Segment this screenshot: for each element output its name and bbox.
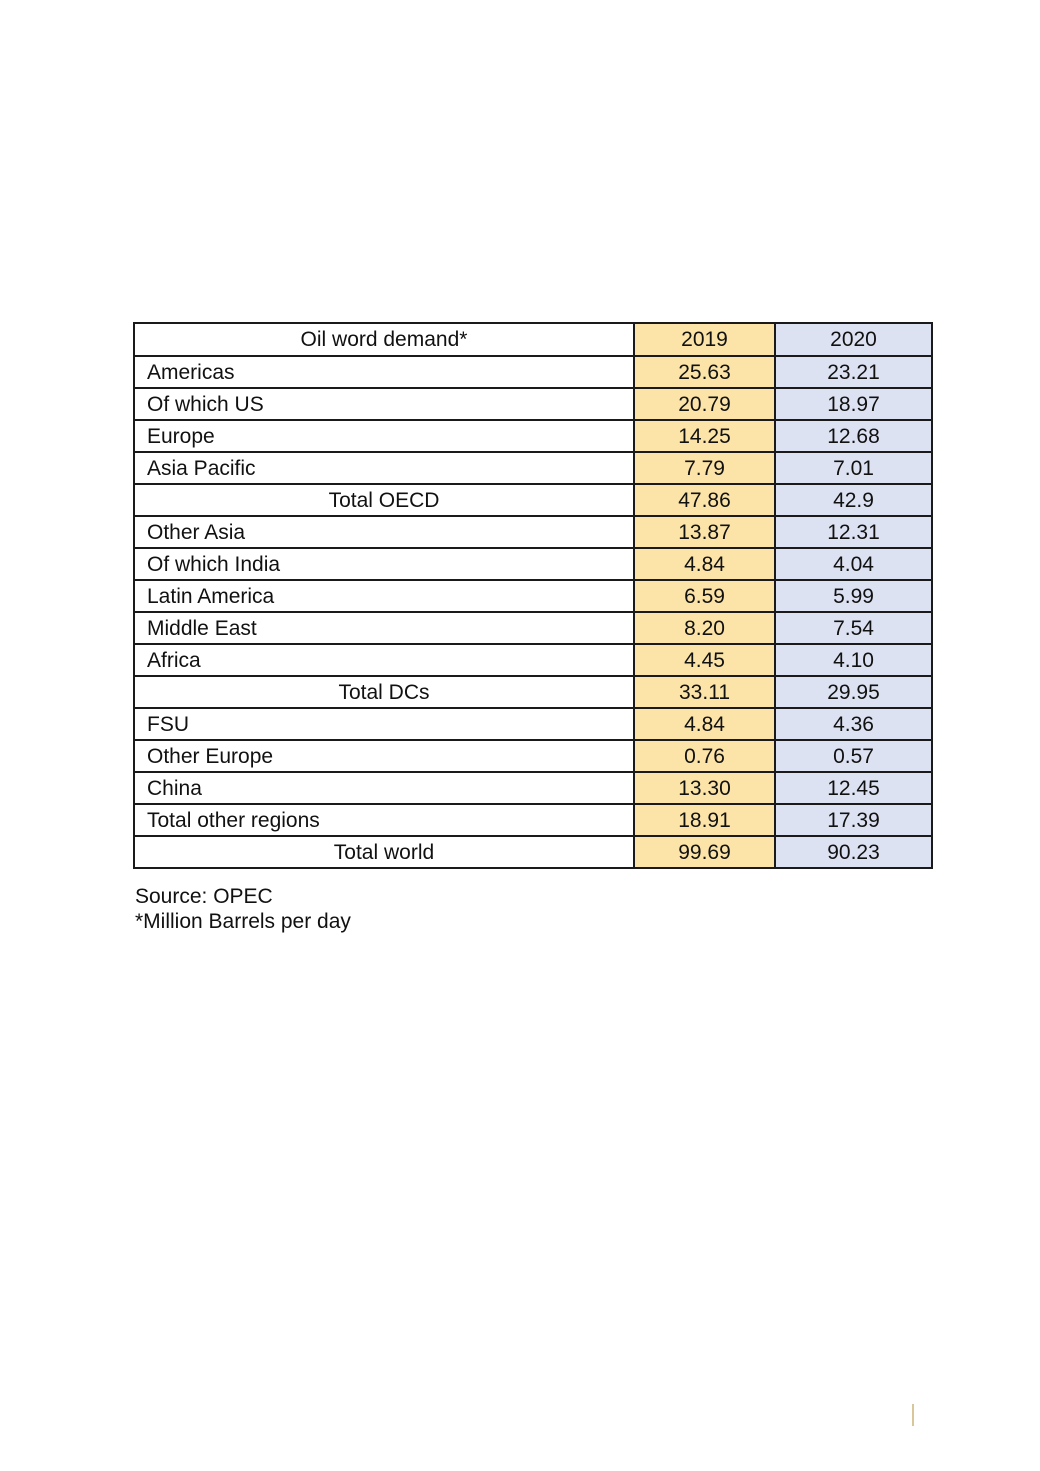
- cell-2020: 23.21: [775, 356, 932, 388]
- row-label: Africa: [134, 644, 634, 676]
- oil-demand-table-container: [133, 322, 933, 869]
- row-label: China: [134, 772, 634, 804]
- table-row: [134, 708, 932, 740]
- cell-2019: 4.45: [634, 644, 775, 676]
- cell-2019: 13.30: [634, 772, 775, 804]
- table-row: [134, 836, 932, 868]
- cell-2019: 4.84: [634, 708, 775, 740]
- cell-2019: 33.11: [634, 676, 775, 708]
- table-notes: [135, 884, 351, 934]
- cell-2019: 18.91: [634, 804, 775, 836]
- header-2020: 2020: [775, 323, 932, 356]
- table-row: [134, 644, 932, 676]
- row-label: Total other regions: [134, 804, 634, 836]
- table-row: [134, 804, 932, 836]
- row-label: Europe: [134, 420, 634, 452]
- cell-2020: 29.95: [775, 676, 932, 708]
- table-body: [134, 356, 932, 868]
- cell-2019: 25.63: [634, 356, 775, 388]
- table-row: [134, 484, 932, 516]
- source-note: Source: OPEC: [135, 885, 273, 908]
- table-row: [134, 548, 932, 580]
- cell-2020: 18.97: [775, 388, 932, 420]
- row-label: Latin America: [134, 580, 634, 612]
- cell-2019: 8.20: [634, 612, 775, 644]
- cell-2019: 13.87: [634, 516, 775, 548]
- cell-2019: 0.76: [634, 740, 775, 772]
- cell-2020: 7.54: [775, 612, 932, 644]
- cell-2019: 7.79: [634, 452, 775, 484]
- row-label: Other Asia: [134, 516, 634, 548]
- page-edge-mark: [912, 1404, 914, 1426]
- cell-2020: 4.36: [775, 708, 932, 740]
- cell-2020: 42.9: [775, 484, 932, 516]
- row-label: Americas: [134, 356, 634, 388]
- unit-note: *Million Barrels per day: [135, 910, 351, 933]
- table-row: [134, 580, 932, 612]
- row-total-label: Total world: [134, 836, 634, 868]
- row-label: Of which India: [134, 548, 634, 580]
- cell-2019: 47.86: [634, 484, 775, 516]
- cell-2019: 14.25: [634, 420, 775, 452]
- cell-2020: 90.23: [775, 836, 932, 868]
- table-row: [134, 388, 932, 420]
- cell-2020: 12.45: [775, 772, 932, 804]
- table-row: [134, 740, 932, 772]
- row-total-label: Total DCs: [134, 676, 634, 708]
- cell-2019: 4.84: [634, 548, 775, 580]
- row-label: Of which US: [134, 388, 634, 420]
- oil-demand-table: [133, 322, 933, 869]
- cell-2020: 7.01: [775, 452, 932, 484]
- cell-2020: 17.39: [775, 804, 932, 836]
- cell-2020: 12.31: [775, 516, 932, 548]
- row-label: Other Europe: [134, 740, 634, 772]
- cell-2020: 5.99: [775, 580, 932, 612]
- row-label: Asia Pacific: [134, 452, 634, 484]
- cell-2019: 6.59: [634, 580, 775, 612]
- table-row: [134, 772, 932, 804]
- table-header-row: [134, 323, 932, 356]
- table-row: [134, 516, 932, 548]
- header-label: Oil word demand*: [134, 323, 634, 356]
- cell-2019: 20.79: [634, 388, 775, 420]
- table-row: [134, 452, 932, 484]
- header-2019: 2019: [634, 323, 775, 356]
- table-row: [134, 356, 932, 388]
- table-row: [134, 676, 932, 708]
- row-total-label: Total OECD: [134, 484, 634, 516]
- row-label: Middle East: [134, 612, 634, 644]
- cell-2020: 4.10: [775, 644, 932, 676]
- cell-2019: 99.69: [634, 836, 775, 868]
- row-label: FSU: [134, 708, 634, 740]
- table-row: [134, 420, 932, 452]
- cell-2020: 0.57: [775, 740, 932, 772]
- table-row: [134, 612, 932, 644]
- cell-2020: 4.04: [775, 548, 932, 580]
- cell-2020: 12.68: [775, 420, 932, 452]
